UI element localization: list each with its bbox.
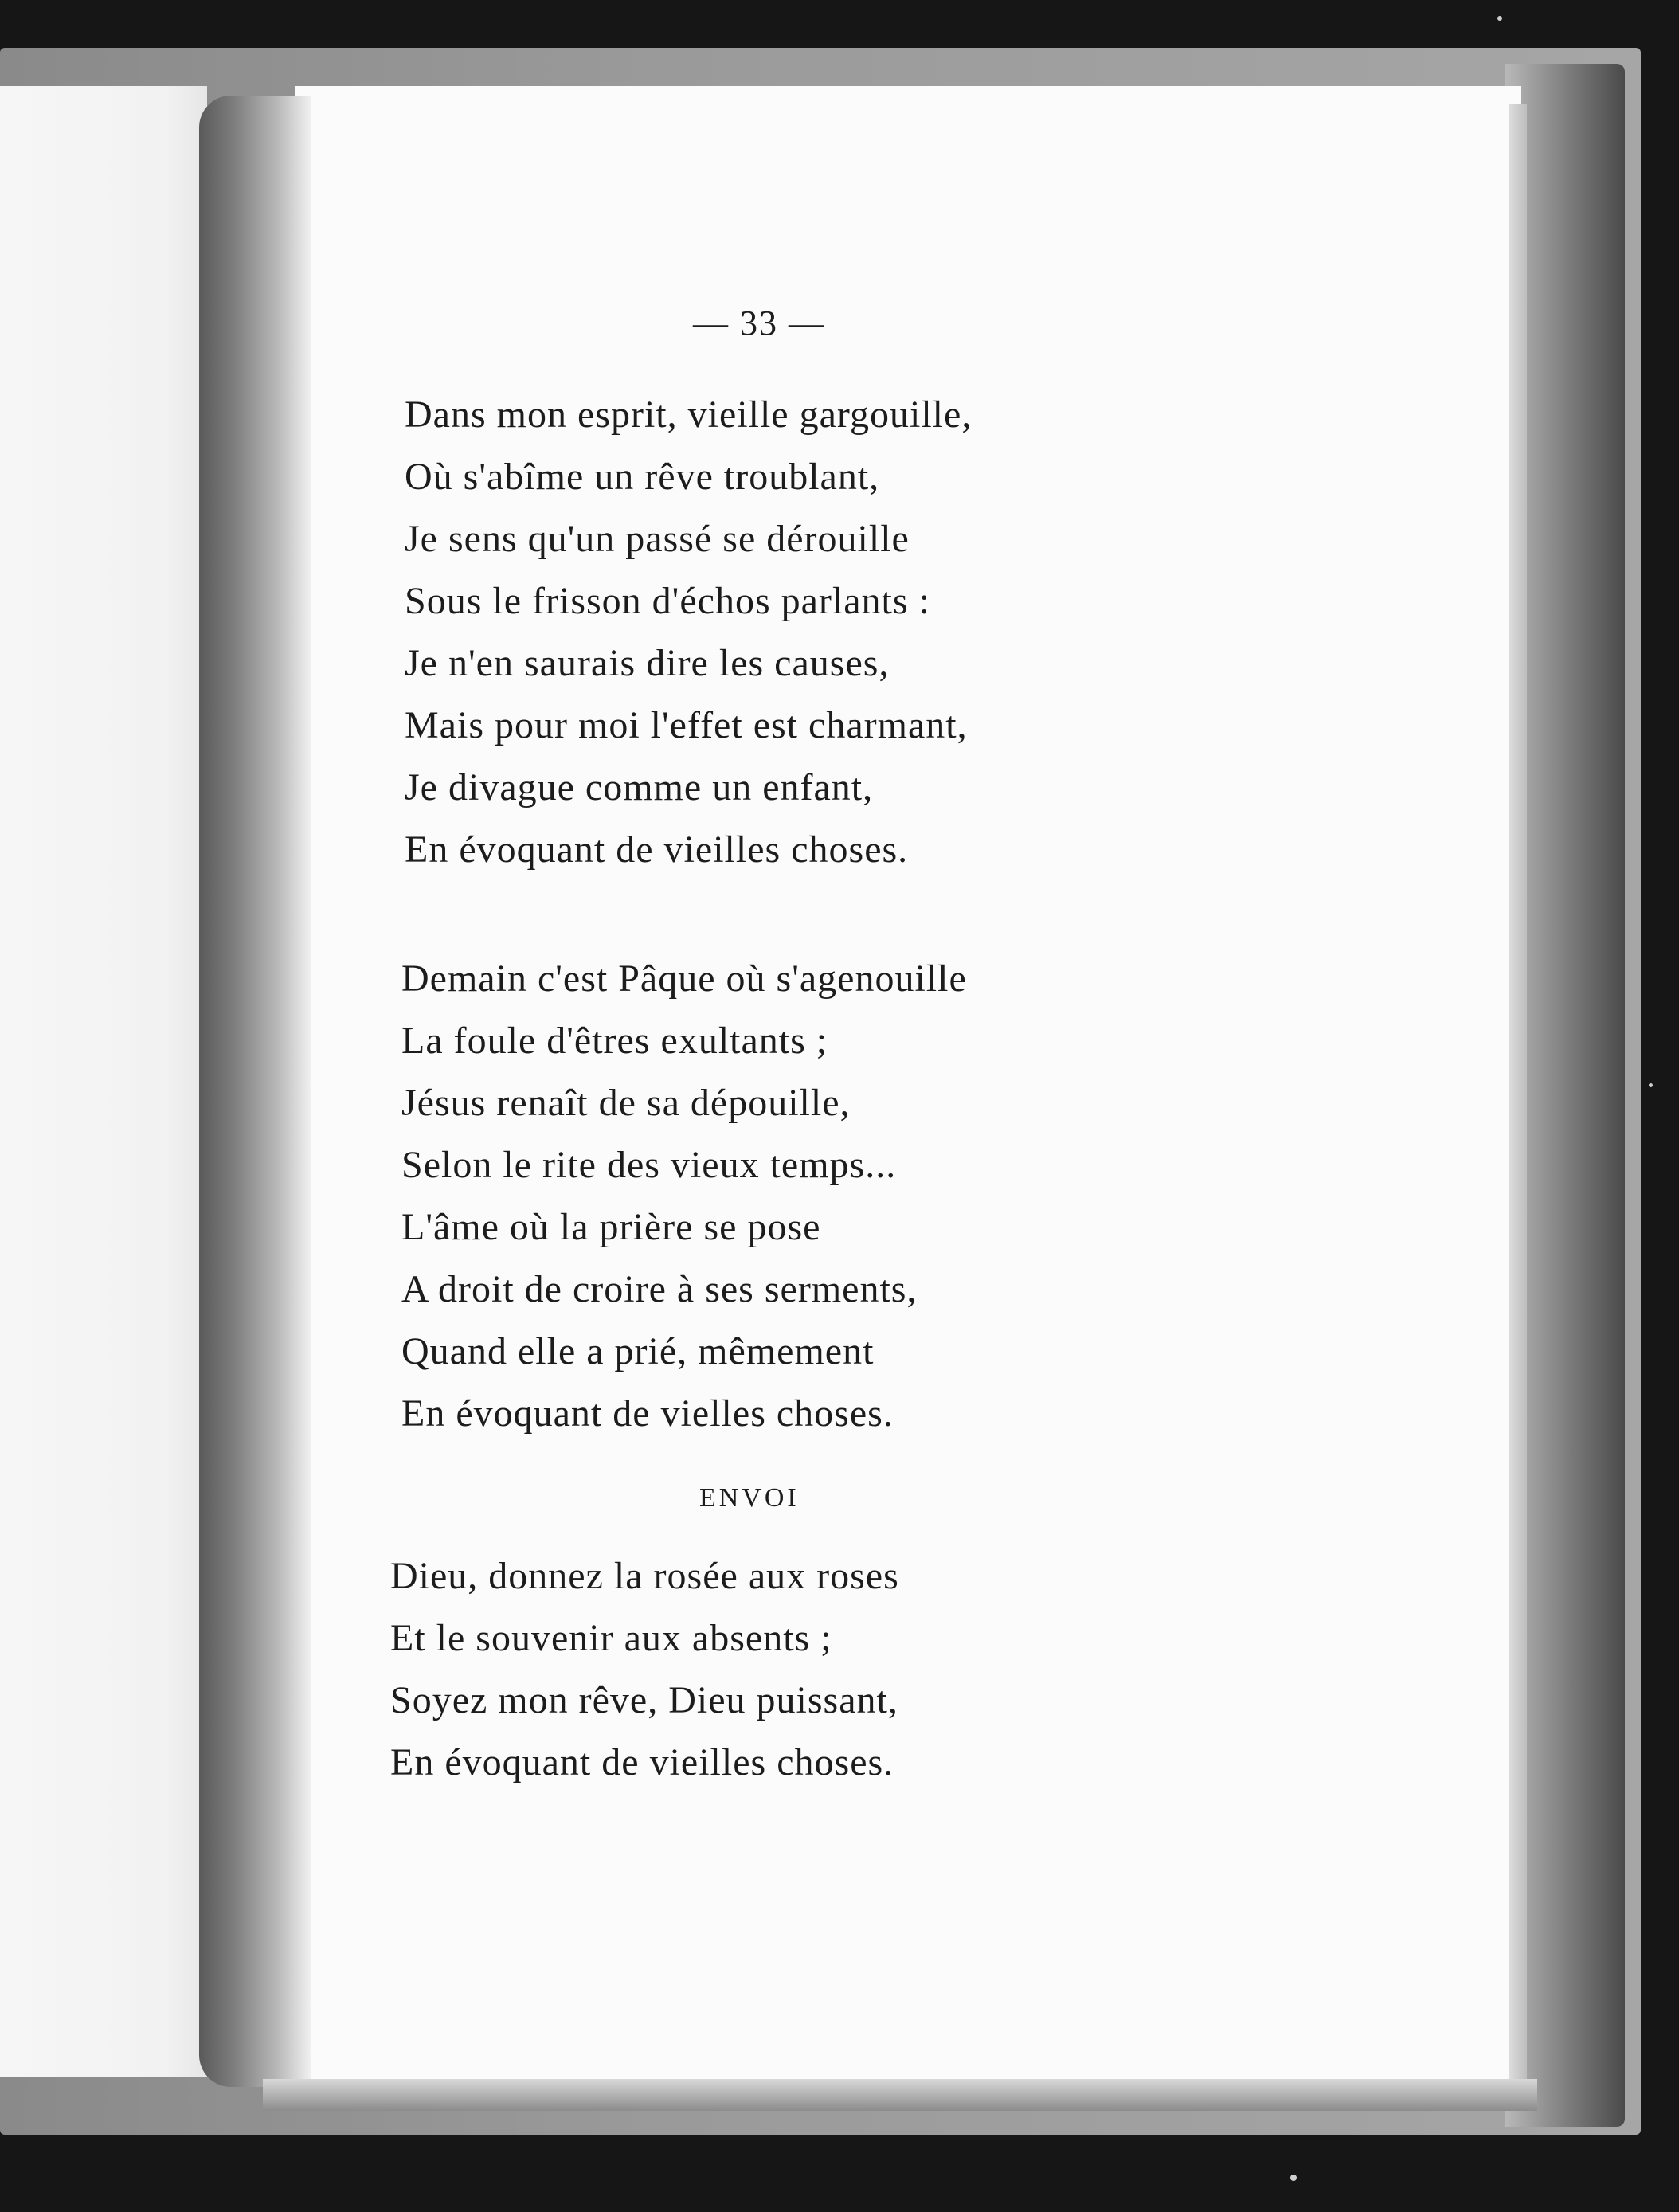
dust-speck — [1649, 1083, 1653, 1087]
verse-line: En évoquant de vieilles choses. — [390, 1741, 894, 1783]
verse-line: Dans mon esprit, vieille gargouille, — [405, 393, 973, 436]
verse-line: Et le souvenir aux absents ; — [390, 1617, 832, 1659]
verse-line: Selon le rite des vieux temps... — [401, 1144, 897, 1186]
verse-line: En évoquant de vielles choses. — [401, 1392, 894, 1435]
left-page — [0, 86, 207, 2077]
stanza-2 — [401, 948, 967, 1445]
verse-line: Sous le frisson d'échos parlants : — [405, 580, 930, 622]
verse-line: La foule d'êtres exultants ; — [401, 1020, 828, 1062]
dust-speck — [1290, 2175, 1297, 2181]
verse-line: Quand elle a prié, mêmement — [401, 1330, 875, 1372]
book-gutter — [199, 96, 311, 2087]
verse-line: Soyez mon rêve, Dieu puissant, — [390, 1679, 898, 1721]
verse-line: Dieu, donnez la rosée aux roses — [390, 1555, 899, 1597]
verse-line: Mais pour moi l'effet est charmant, — [405, 704, 968, 746]
verse-line: A droit de croire à ses serments, — [401, 1268, 918, 1310]
envoi-stanza — [390, 1545, 899, 1794]
verse-line: Jésus renaît de sa dépouille, — [401, 1082, 851, 1124]
verse-line: Je sens qu'un passé se dérouille — [405, 518, 910, 560]
envoi-heading: ENVOI — [699, 1483, 800, 1513]
verse-line: En évoquant de vieilles choses. — [405, 828, 909, 871]
page-number: — 33 — — [693, 303, 825, 343]
verse-line: Je divague comme un enfant, — [405, 766, 874, 808]
stanza-1 — [405, 384, 972, 881]
verse-line: L'âme où la prière se pose — [401, 1206, 821, 1248]
page-fore-edge — [1509, 104, 1527, 2079]
verse-line: Où s'abîme un rêve troublant, — [405, 456, 880, 498]
page-bottom-edge — [263, 2079, 1537, 2111]
verse-line: Demain c'est Pâque où s'agenouille — [401, 957, 967, 1000]
dust-speck — [1497, 16, 1502, 21]
verse-line: Je n'en saurais dire les causes, — [405, 642, 890, 684]
